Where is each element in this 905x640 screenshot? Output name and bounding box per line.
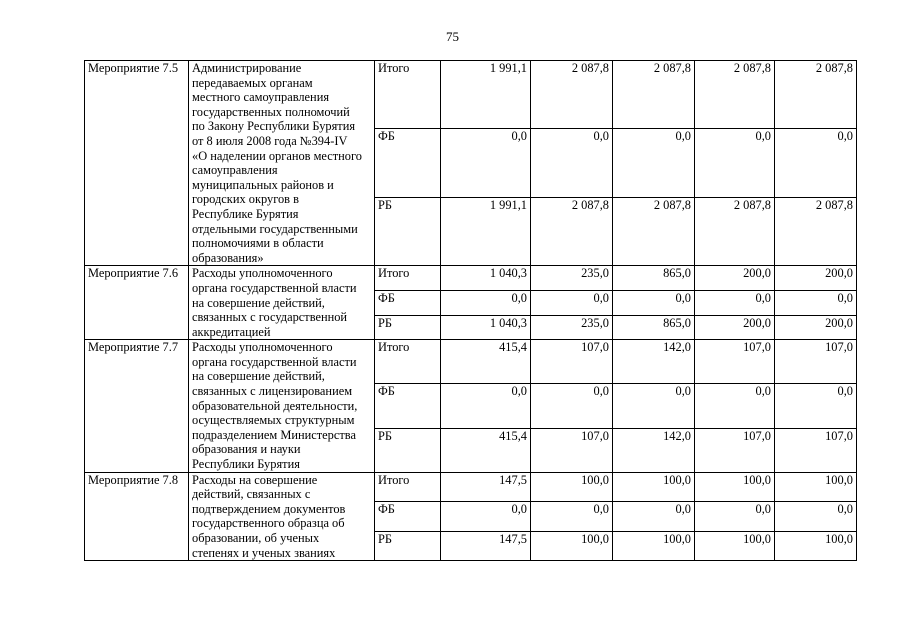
value-cell: 107,0 <box>695 428 775 472</box>
value-cell: 147,5 <box>441 472 531 502</box>
table-row <box>85 61 857 129</box>
value-cell: 1 040,3 <box>441 266 531 291</box>
source-label: РБ <box>375 315 441 340</box>
table-row <box>85 340 857 384</box>
value-cell: 0,0 <box>775 129 857 197</box>
value-cell: 200,0 <box>775 315 857 340</box>
event-description-text: Расходы уполномоченного органа государственной власти на совершение действий, связанных с лицензированием образовательной деятельности, осуществляемых структурным подразделением Министерства образования и науки Республики Бурятия <box>192 340 358 472</box>
event-block <box>85 266 857 340</box>
value-cell: 147,5 <box>441 531 531 561</box>
table-row <box>85 266 857 291</box>
event-block <box>85 61 857 266</box>
value-cell: 2 087,8 <box>775 197 857 265</box>
value-cell: 0,0 <box>695 502 775 532</box>
value-cell: 0,0 <box>613 384 695 428</box>
event-description <box>189 472 375 561</box>
value-cell: 0,0 <box>531 129 613 197</box>
value-cell: 100,0 <box>695 531 775 561</box>
value-cell: 100,0 <box>775 472 857 502</box>
value-cell: 235,0 <box>531 315 613 340</box>
event-description <box>189 340 375 472</box>
source-label: РБ <box>375 197 441 265</box>
event-description <box>189 61 375 266</box>
value-cell: 2 087,8 <box>531 61 613 129</box>
value-cell: 200,0 <box>775 266 857 291</box>
value-cell: 0,0 <box>441 129 531 197</box>
value-cell: 107,0 <box>531 340 613 384</box>
value-cell: 107,0 <box>695 340 775 384</box>
event-description-text: Администрирование передаваемых органам местного самоуправления государственных полномочий по Закону Республики Бурятия от 8 июля 2008 года №394-IV «О наделении органов местного самоуправления муниципальных районов и городских округов в Республике Бурятия отдельными государственными полномочиями в области образования» <box>192 61 362 265</box>
source-label: ФБ <box>375 290 441 315</box>
event-code: Мероприятие 7.5 <box>85 61 189 266</box>
value-cell: 2 087,8 <box>695 61 775 129</box>
source-label: ФБ <box>375 502 441 532</box>
table-row <box>85 472 857 502</box>
value-cell: 415,4 <box>441 340 531 384</box>
value-cell: 415,4 <box>441 428 531 472</box>
value-cell: 107,0 <box>775 340 857 384</box>
source-label: Итого <box>375 340 441 384</box>
source-label: ФБ <box>375 384 441 428</box>
source-label: РБ <box>375 531 441 561</box>
source-label: РБ <box>375 428 441 472</box>
value-cell: 1 991,1 <box>441 197 531 265</box>
value-cell: 0,0 <box>775 384 857 428</box>
value-cell: 1 040,3 <box>441 315 531 340</box>
value-cell: 100,0 <box>613 531 695 561</box>
value-cell: 0,0 <box>531 384 613 428</box>
value-cell: 2 087,8 <box>695 197 775 265</box>
value-cell: 100,0 <box>695 472 775 502</box>
value-cell: 100,0 <box>531 531 613 561</box>
value-cell: 0,0 <box>613 290 695 315</box>
page-number: 75 <box>446 29 459 44</box>
value-cell: 0,0 <box>695 129 775 197</box>
value-cell: 0,0 <box>775 502 857 532</box>
value-cell: 0,0 <box>531 502 613 532</box>
value-cell: 1 991,1 <box>441 61 531 129</box>
value-cell: 0,0 <box>441 502 531 532</box>
value-cell: 865,0 <box>613 315 695 340</box>
value-cell: 0,0 <box>613 502 695 532</box>
value-cell: 0,0 <box>695 384 775 428</box>
value-cell: 0,0 <box>531 290 613 315</box>
value-cell: 142,0 <box>613 428 695 472</box>
value-cell: 200,0 <box>695 315 775 340</box>
value-cell: 107,0 <box>531 428 613 472</box>
value-cell: 100,0 <box>613 472 695 502</box>
value-cell: 107,0 <box>775 428 857 472</box>
source-label: ФБ <box>375 129 441 197</box>
event-code: Мероприятие 7.8 <box>85 472 189 561</box>
value-cell: 2 087,8 <box>775 61 857 129</box>
value-cell: 0,0 <box>613 129 695 197</box>
budget-table <box>84 60 857 561</box>
source-label: Итого <box>375 266 441 291</box>
value-cell: 100,0 <box>531 472 613 502</box>
source-label: Итого <box>375 61 441 129</box>
value-cell: 0,0 <box>695 290 775 315</box>
value-cell: 100,0 <box>775 531 857 561</box>
event-description <box>189 266 375 340</box>
event-description-text: Расходы на совершение действий, связанных с подтверждением документов государственного образца об образовании, об ученых степенях и ученых званиях <box>192 472 346 560</box>
value-cell: 0,0 <box>775 290 857 315</box>
value-cell: 235,0 <box>531 266 613 291</box>
value-cell: 2 087,8 <box>613 197 695 265</box>
value-cell: 200,0 <box>695 266 775 291</box>
event-description-text: Расходы уполномоченного органа государственной власти на совершение действий, связанных с государственной аккредитацией <box>192 266 357 339</box>
value-cell: 142,0 <box>613 340 695 384</box>
event-block <box>85 340 857 472</box>
event-block <box>85 472 857 561</box>
value-cell: 2 087,8 <box>531 197 613 265</box>
source-label: Итого <box>375 472 441 502</box>
value-cell: 0,0 <box>441 384 531 428</box>
value-cell: 0,0 <box>441 290 531 315</box>
event-code: Мероприятие 7.6 <box>85 266 189 340</box>
event-code: Мероприятие 7.7 <box>85 340 189 472</box>
value-cell: 2 087,8 <box>613 61 695 129</box>
value-cell: 865,0 <box>613 266 695 291</box>
